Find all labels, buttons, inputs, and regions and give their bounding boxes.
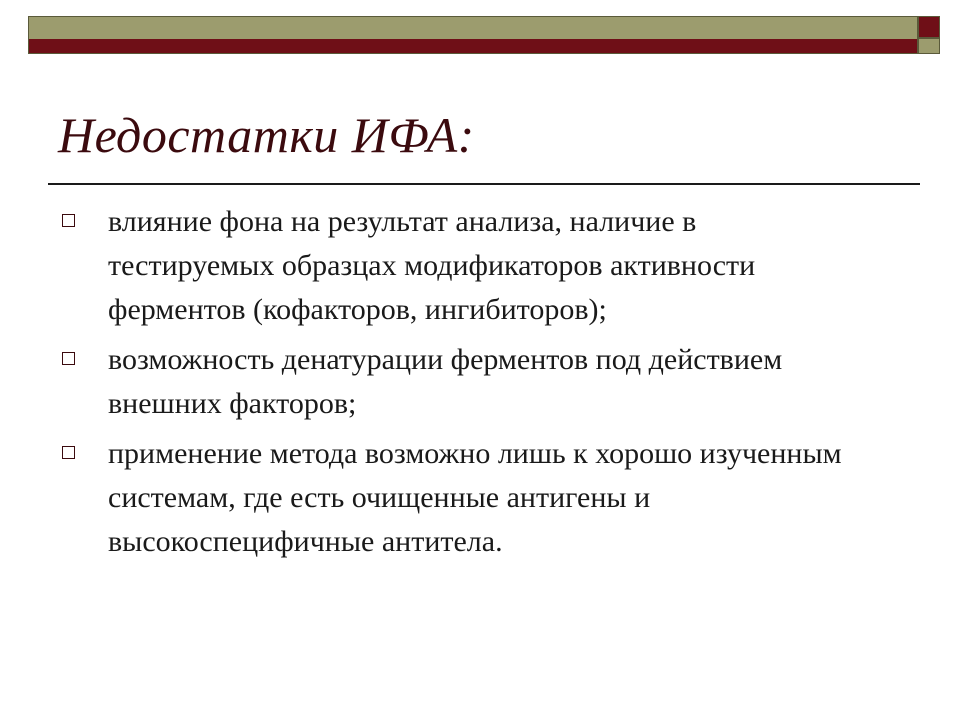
banner-corner-olive-square xyxy=(918,38,940,54)
hollow-square-icon xyxy=(62,352,75,365)
bullet-text: влияние фона на результат анализа, наличие в тестируемых образцах модификаторов активности ферментов (кофакторов, ингибиторов); xyxy=(108,205,756,326)
hollow-square-icon xyxy=(62,214,75,227)
banner-corner-maroon-square xyxy=(918,16,940,38)
hollow-square-icon xyxy=(62,446,75,459)
title-divider xyxy=(48,183,920,185)
bullet-text: возможность денатурации ферментов под действием внешних факторов; xyxy=(108,343,783,420)
banner-maroon-stripe xyxy=(29,39,917,54)
top-banner xyxy=(28,16,918,54)
banner-olive-stripe xyxy=(29,17,917,39)
slide-title: Недостатки ИФА: xyxy=(58,107,475,163)
bullet-item xyxy=(62,432,852,564)
bullet-text: применение метода возможно лишь к хорошо изученным системам, где есть очищенные антигены и высокоспецифичные антитела. xyxy=(108,437,842,558)
bullet-list xyxy=(62,200,852,570)
bullet-item xyxy=(62,338,852,426)
bullet-item xyxy=(62,200,852,332)
